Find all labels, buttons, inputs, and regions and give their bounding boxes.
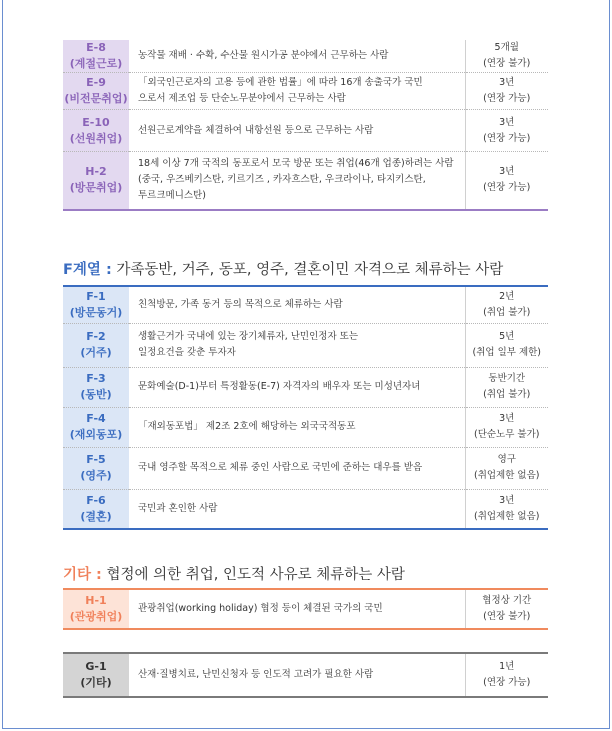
f-section-label: F계열 :	[63, 262, 112, 278]
table-row	[63, 447, 548, 489]
visa-name: (방문취업)	[69, 181, 123, 195]
table-row	[63, 73, 548, 110]
stay-period: 2년 (취업 불가)	[465, 286, 548, 323]
g-visa-table	[63, 652, 548, 698]
visa-description: 산재·질병치료, 난민신청자 등 인도적 고려가 필요한 사람	[138, 669, 374, 680]
f-section-title: 가족동반, 거주, 동포, 영주, 결혼이민 자격으로 체류하는 사람	[111, 262, 504, 278]
table-row	[63, 110, 548, 152]
other-section-heading	[63, 563, 405, 584]
visa-code-cell	[63, 152, 129, 210]
other-section-title: 협정에 의한 취업, 인도적 사유로 체류하는 사람	[101, 567, 405, 583]
other-section-label: 기타 :	[63, 567, 102, 583]
stay-period: 영구 (취업제한 없음)	[465, 447, 548, 489]
visa-name: (영주)	[80, 469, 112, 482]
visa-code: G-1	[85, 660, 107, 673]
visa-code: F-6	[86, 493, 106, 507]
visa-description: 18세 이상 7개 국적의 동포로서 모국 방문 또는 취업(46개 업종)하려는 사람 (중국, 우즈베키스탄, 키르기즈 , 카자흐스탄, 우크라이나, 타지키스탄, 투르크메니스탄)	[138, 158, 454, 202]
visa-description: 생활근거가 국내에 있는 장기체류자, 난민인정자 또는 일정요건을 갖춘 투자자	[129, 323, 465, 367]
stay-period: 동반기간 (취업 불가)	[465, 367, 548, 407]
table-row	[63, 152, 548, 210]
visa-description: 국민과 혼인한 사람	[138, 502, 218, 514]
table-row	[63, 367, 548, 407]
table-row	[63, 323, 548, 367]
visa-name: (기타)	[80, 676, 112, 689]
table-row	[63, 286, 548, 323]
visa-code: E-8	[86, 41, 106, 54]
table-row	[63, 653, 548, 697]
visa-description: 관광취업(working holiday) 협정 등이 체결된 국가의 국민	[138, 603, 383, 614]
visa-code: H-2	[85, 165, 107, 179]
visa-description: 국내 영주할 목적으로 체류 중인 사람으로 국민에 준하는 대우를 받음	[129, 447, 465, 489]
visa-name: (계절근로)	[69, 57, 123, 70]
visa-code: F-5	[86, 453, 106, 466]
stay-period: 3년 (연장 가능)	[465, 73, 548, 110]
stay-period: 1년 (연장 가능)	[465, 653, 548, 697]
visa-name: (재외동포)	[69, 428, 123, 441]
visa-code: E-10	[82, 115, 110, 129]
table-row	[63, 407, 548, 447]
visa-description: 「재외동포법」 제2조 2호에 해당하는 외국국적동포	[129, 407, 465, 447]
f-visa-table	[63, 285, 548, 530]
visa-code: E-9	[86, 76, 106, 89]
table-row	[63, 589, 548, 629]
visa-code-cell	[63, 407, 129, 447]
stay-period: 3년 (단순노무 불가)	[465, 407, 548, 447]
visa-name: (관광취업)	[69, 610, 123, 623]
visa-code: F-3	[86, 372, 106, 385]
visa-code: F-1	[86, 289, 106, 303]
visa-code-cell	[63, 286, 129, 323]
table-row	[63, 40, 548, 73]
e-visa-table	[63, 40, 548, 211]
visa-description: 「외국인근로자의 고용 등에 관한 법률」에 따라 16개 송출국가 국민 으로서 제조업 등 단순노무분야에서 근무하는 사람	[129, 73, 465, 110]
stay-period: 3년 (연장 가능)	[465, 152, 548, 210]
visa-name: (동반)	[80, 388, 112, 401]
f-section-heading	[63, 258, 503, 279]
visa-code: F-4	[86, 412, 106, 425]
visa-description: 농작물 재배 · 수확, 수산물 원시가공 분야에서 근무하는 사람	[129, 40, 465, 73]
visa-code-cell	[63, 447, 129, 489]
stay-period: 협정상 기간 (연장 불가)	[465, 589, 548, 629]
stay-period: 5개월 (연장 불가)	[465, 40, 548, 73]
visa-code: F-2	[86, 330, 106, 343]
visa-code-cell	[63, 367, 129, 407]
stay-period: 3년 (연장 가능)	[465, 110, 548, 152]
visa-code-cell	[63, 323, 129, 367]
visa-code: H-1	[85, 594, 107, 607]
visa-name: (거주)	[80, 346, 112, 359]
visa-code-cell	[63, 589, 129, 629]
visa-code-cell	[63, 73, 129, 110]
stay-period: 5년 (취업 일부 제한)	[465, 323, 548, 367]
visa-name: (선원취업)	[69, 131, 123, 145]
visa-code-cell	[63, 40, 129, 73]
visa-description: 문화예술(D-1)부터 특정활동(E-7) 자격자의 배우자 또는 미성년자녀	[129, 367, 465, 407]
visa-description: 친척방문, 가족 동거 등의 목적으로 체류하는 사람	[129, 286, 465, 323]
visa-name: (비전문취업)	[64, 92, 128, 105]
visa-name: (방문동거)	[69, 305, 123, 319]
stay-period: 3년 (취업제한 없음)	[465, 489, 548, 529]
visa-name: (결혼)	[80, 509, 112, 523]
visa-code-cell	[63, 110, 129, 152]
visa-code-cell	[63, 653, 129, 697]
table-row	[63, 489, 548, 529]
visa-code-cell	[63, 489, 129, 529]
visa-description: 선원근로계약을 체결하여 내항선원 등으로 근무하는 사람	[129, 110, 465, 152]
h-visa-table	[63, 588, 548, 630]
